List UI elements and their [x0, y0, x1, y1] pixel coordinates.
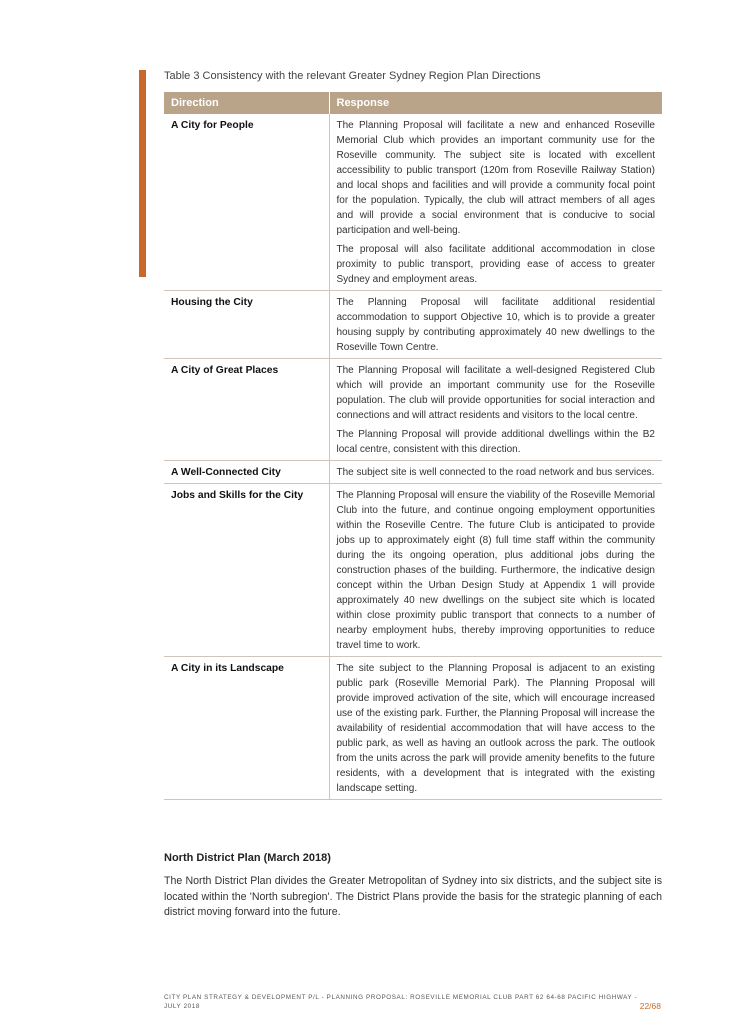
table-caption: Table 3 Consistency with the relevant Greater Sydney Region Plan Directions [164, 70, 541, 82]
response-paragraph: The Planning Proposal will facilitate a new and enhanced Roseville Memorial Club which provides an important community use for the Roseville community. The subject site is located with excellent accessibility to public transport (120m from Roseville Railway Station) and local shops and facilities and will provide a community focal point for the population. Typically, the club will attract members of all ages and will provide a social environment that is conducive to social participation and well-being. [336, 120, 655, 236]
response-cell [329, 484, 662, 657]
direction-cell: A City of Great Places [164, 359, 329, 461]
response-paragraph: The Planning Proposal will provide additional dwellings within the B2 local centre, consistent with this direction. [336, 429, 655, 455]
response-paragraph: The Planning Proposal will facilitate additional residential accommodation to support Objective 10, which is to provide a greater housing supply by contributing approximately 40 new dwellings to the Roseville Town Centre. [336, 297, 655, 353]
table-row [164, 461, 662, 484]
response-cell [329, 291, 662, 359]
direction-cell: Housing the City [164, 291, 329, 359]
response-paragraph: The site subject to the Planning Proposal is adjacent to an existing public park (Roseville Memorial Park). The Planning Proposal will provide improved activation of the site, which will encourage increased use of the existing park. Further, the Planning Proposal will increase the availability of residential accommodation that will have access to the public park, as well as having an outlook across the park. The outlook from the units across the park will provide amenity benefits to the future residents, with a development that is integrated with the existing landscape setting. [336, 663, 655, 794]
direction-cell: Jobs and Skills for the City [164, 484, 329, 657]
response-paragraph: The subject site is well connected to the road network and bus services. [336, 467, 655, 478]
direction-cell: A Well-Connected City [164, 461, 329, 484]
footer-text: CITY PLAN STRATEGY & DEVELOPMENT P/L - PLANNING PROPOSAL: ROSEVILLE MEMORIAL CLUB PART 62 64-68 PACIFIC HIGHWAY - JULY 2018 [164, 994, 638, 1010]
table-row [164, 114, 662, 291]
response-paragraph: The Planning Proposal will ensure the viability of the Roseville Memorial Club into the future, and continue ongoing employment opportunities within the Roseville Centre. The future Club is anticipated to provide jobs up to approximately eight (8) full time staff within the community during the its ongoing operation, plus additional jobs during the construction phases of the building. Furthermore, the indicative design concept within the Urban Design Study at Appendix 1 will provide approximately 40 new dwellings on the subject site which is located within close proximity public transport that connects to a number of nearby employment hubs, thereby improving opportunities to reduce travel time to work. [336, 490, 655, 651]
column-header-response: Response [329, 92, 662, 114]
response-cell [329, 461, 662, 484]
response-paragraph: The proposal will also facilitate additional accommodation in close proximity to public transport, providing ease of access to greater Sydney and employment areas. [336, 244, 655, 285]
response-cell [329, 114, 662, 291]
table-row [164, 359, 662, 461]
direction-cell: A City for People [164, 114, 329, 291]
table-row [164, 291, 662, 359]
accent-bar [139, 70, 146, 277]
response-paragraph: The Planning Proposal will facilitate a well-designed Registered Club which will provide an important community use for the Roseville population. The club will provide opportunities for social interaction and connections and will attract residents and visitors to the local centre. [336, 365, 655, 421]
section-heading: North District Plan (March 2018) [164, 852, 331, 864]
response-cell [329, 359, 662, 461]
consistency-table [164, 92, 662, 800]
page-number: 22/68 [639, 1001, 661, 1011]
table-header-row [164, 92, 662, 114]
direction-cell: A City in its Landscape [164, 657, 329, 800]
table-row [164, 484, 662, 657]
section-paragraph: The North District Plan divides the Greater Metropolitan of Sydney into six districts, and the subject site is located within the 'North subregion'. The District Plans provide the basis for the strategic planning of each district moving forward into the future. [164, 875, 662, 918]
table-row [164, 657, 662, 800]
column-header-direction: Direction [164, 92, 329, 114]
response-cell [329, 657, 662, 800]
